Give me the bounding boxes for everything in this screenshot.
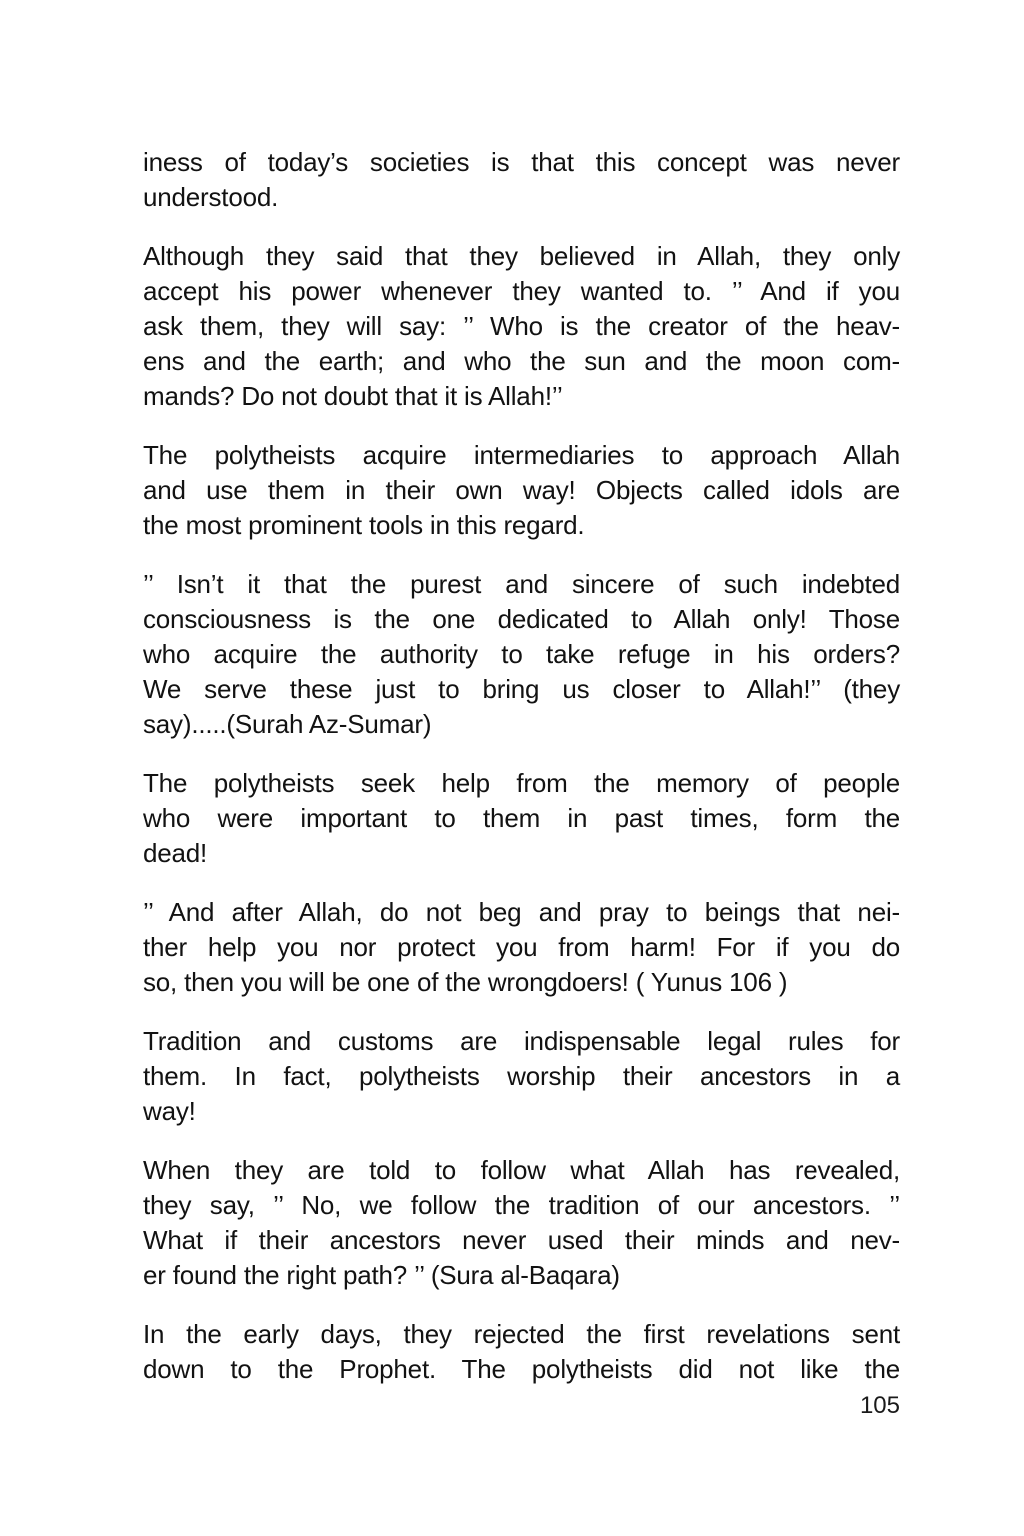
text-line: ’’ And after Allah, do not beg and pray to beings that nei- [143, 897, 900, 927]
paragraph [143, 1317, 900, 1387]
paragraph [143, 1024, 900, 1129]
paragraph [143, 438, 900, 543]
text-line: they say, ’’ No, we follow the tradition of our ancestors. ’’ [143, 1190, 900, 1220]
text-line: When they are told to follow what Allah has revealed, [143, 1155, 900, 1185]
text-line: them. In fact, polytheists worship their ancestors in a [143, 1061, 900, 1091]
paragraph [143, 1153, 900, 1293]
text-line: who were important to them in past times, form the [143, 803, 900, 833]
text-line: The polytheists seek help from the memory of people [143, 768, 900, 798]
text-line: iness of today’s societies is that this concept was never [143, 147, 900, 177]
text-line: accept his power whenever they wanted to. ’’ And if you [143, 276, 900, 306]
page-text [143, 145, 900, 1411]
text-line: say).....(Surah Az-Sumar) [143, 709, 432, 739]
text-line: ther help you nor protect you from harm! For if you do [143, 932, 900, 962]
text-line: understood. [143, 182, 279, 212]
paragraph [143, 145, 900, 215]
paragraph [143, 766, 900, 871]
text-line: who acquire the authority to take refuge in his orders? [143, 639, 900, 669]
text-line: the most prominent tools in this regard. [143, 510, 585, 540]
text-line: Tradition and customs are indispensable legal rules for [143, 1026, 900, 1056]
text-line: Although they said that they believed in Allah, they only [143, 241, 900, 271]
text-line: The polytheists acquire intermediaries to approach Allah [143, 440, 900, 470]
text-line: What if their ancestors never used their minds and nev- [143, 1225, 900, 1255]
text-line: We serve these just to bring us closer to Allah!’’ (they [143, 674, 900, 704]
text-line: mands? Do not doubt that it is Allah!’’ [143, 381, 563, 411]
text-line: dead! [143, 838, 208, 868]
text-line: so, then you will be one of the wrongdoers! ( Yunus 106 ) [143, 967, 788, 997]
text-line: ’’ Isn’t it that the purest and sincere of such indebted [143, 569, 900, 599]
text-line: ask them, they will say: ’’ Who is the creator of the heav- [143, 311, 900, 341]
text-line: way! [143, 1096, 196, 1126]
page-number: 105 [859, 1392, 900, 1419]
text-line: ens and the earth; and who the sun and the moon com- [143, 346, 900, 376]
text-line: er found the right path? ’’ (Sura al-Baqara) [143, 1260, 620, 1290]
paragraph [143, 895, 900, 1000]
text-line: In the early days, they rejected the first revelations sent [143, 1319, 900, 1349]
text-line: down to the Prophet. The polytheists did not like the [143, 1354, 900, 1384]
text-line: consciousness is the one dedicated to Allah only! Those [143, 604, 900, 634]
paragraph [143, 239, 900, 414]
paragraph [143, 567, 900, 742]
text-line: and use them in their own way! Objects called idols are [143, 475, 900, 505]
